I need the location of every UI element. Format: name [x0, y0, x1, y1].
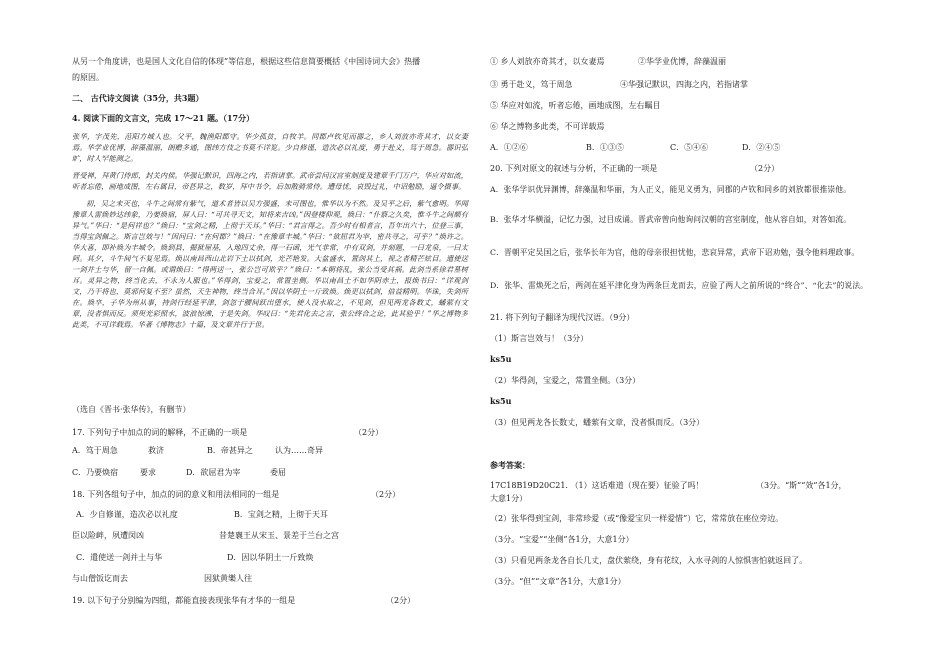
q18-option-d-line-2: 因狱黄樂人往 [204, 574, 252, 583]
q17-option-c-gloss: 要求 [140, 468, 156, 477]
watermark-text-2: ks5u [490, 396, 512, 406]
q17-option-a: A．笃于周急 [72, 446, 118, 455]
question-4-title: 4. 阅读下面的文言文，完成 17～21 题。（17分） [72, 113, 255, 123]
answer-line-1-cont: 大意1分） [490, 494, 528, 503]
question-19: 19. 以下句子分别编为四组，都能直接表现张华有才华的一组是 [72, 596, 296, 605]
q19-option-d: D．②④⑤ [742, 143, 781, 152]
answer-title: 参考答案： [490, 460, 530, 470]
q18-option-a-line-2: 臣以险衅，夙遭闵凶 [72, 531, 144, 540]
q17-option-b-gloss: 认为……奇异 [275, 446, 323, 455]
question-17: 17. 下列句子中加点的词的解释，不正确的一项是 [72, 428, 248, 437]
q19-item-2: ②华学业优博，辞藻温丽 [638, 57, 726, 66]
q20-option-d: D．张华、雷焕死之后，两剑在延平津化身为两条巨龙而去，应验了两人之前所说的“终合”、“化去”的说法。 [490, 281, 869, 290]
answer-line-4: （3）只看见两条龙各自长几丈，盘伏萦绕，身有花纹，入水寻剑的人惊惧害怕就返回了。 [490, 556, 808, 565]
q17-option-d: D．欲屈君为宰 [186, 468, 241, 477]
q17-option-a-gloss: 救济 [148, 446, 164, 455]
answer-line-3: （3分。“宝爱”“坐侧”各1分，大意1分） [490, 535, 634, 544]
q18-option-b-line-1: B．宝剑之精，上彻于天耳 [234, 510, 328, 519]
q21-sentence-3: （3）但见两龙各长数丈，蟠萦有文章，没者惧而反。（3分） [490, 418, 705, 427]
q21-sentence-2: （2）华得剑，宝爱之，常置坐侧。（3分） [490, 376, 641, 385]
q20-option-a: A．张华学识优异渊博，辞藻温和华丽，为人正义，能见义勇为，同郡的卢钦和同乡的刘放都很推崇他。 [490, 185, 852, 194]
q18-option-d-line-1: D．因以华阴土一斤致焕 [227, 553, 314, 562]
question-20: 20. 下列对原文的叙述与分析，不正确的一项是 [490, 164, 658, 173]
q19-item-4: ④华强记默识，四海之内，若指诸掌 [620, 80, 748, 89]
q19-option-b: B．①③⑤ [586, 143, 624, 152]
section-title: 二、 古代诗文阅读（35分，共3题） [72, 93, 204, 103]
q19-item-6: ⑥ 华之博物多此类，不可详载焉 [490, 122, 605, 131]
watermark-text-1: ks5u [490, 354, 512, 364]
passage-source: （选自《晋书·张华传》，有删节） [72, 405, 191, 414]
q19-item-3: ③ 勇于赴义，笃于周急 [490, 80, 573, 89]
answer-line-2: （2）张华得到宝剑，非常珍爱（或“像爱宝贝一样爱惜”）它，常常放在座位旁边。 [490, 514, 784, 523]
q18-option-c-line-2: 与山僧饭讫而去 [72, 574, 128, 583]
question-21: 21. 将下列句子翻译为现代汉语。（9分） [490, 313, 635, 322]
q19-item-5: ⑤ 华应对如流，听者忘倦，画地成图，左右瞩目 [490, 101, 661, 110]
passage-paragraph-3: 初，吴之未灭也，斗牛之间常有紫气，道术者皆以吴方强盛，未可图也，惟华以为不然。及吴平之后，紫气愈明。华闻豫章人雷焕妙达纬象，乃要焕宿，屏人曰：“可共寻天文，知将来吉凶。”因登楼仰观，焕曰：“仆察之久矣，惟斗牛之间颇有异气。”华曰：“是何祥也？”焕曰：“宝剑之精，上彻于天耳。”华曰：“君言得之。吾少时有相者言，吾年出六十，位登三事，当得宝剑佩之。斯言岂效与！”因问曰：“在何郡？”焕曰：“在豫章丰城。”华曰：“欲屈君为宰，密共寻之，可乎？”焕许之。华大喜，即补焕为丰城令。焕到县，掘狱屋基，入地四丈余，得一石函，光气非常，中有双剑，并刻题，一曰龙泉，一曰太阿。其夕，斗牛间气不复见焉。焕以南昌西山北岩下土以拭剑，光芒艳发。大盆盛水，置剑其上，视之者精芒炫目。遣使送一剑并土与华，留一自佩。或谓焕曰：“得两送一，张公岂可欺乎？”焕曰：“本朝将乱，张公当受其祸。此剑当系徐君墓树耳。灵异之物，终当化去，不永为人服也。”华得剑，宝爱之，常置坐侧。华以南昌土不如华阴赤土，报焕书曰：“详观剑文，乃干将也，莫邪何复不至？虽然，天生神物，终当合耳。”因以华阴土一斤致焕。焕更以拭剑，倍益精明。华诛，失剑所在。焕卒，子华为州从事，持剑行经延平津，剑忽于腰间跃出堕水，使人没水取之，不见剑，但见两龙各数丈，蟠萦有文章，没者惧而反。须臾光彩照水，波浪惊沸，于是失剑。华叹曰：“先君化去之言，张公终合之论，此其验乎！”华之博物多此类，不可详载焉。华著《博物志》十篇，及文章并行于世。 [72, 199, 468, 329]
q20-option-b: B．张华才华横溢，记忆力强，过目成诵。晋武帝曾向他询问汉朝的宫室制度，他从容自如，对答如流。 [490, 215, 852, 224]
q19-option-a: A．①②⑥ [490, 143, 528, 152]
intro-line-2: 的原因。 [72, 73, 104, 82]
q18-option-c-line-1: C．遣使送一剑并土与华 [76, 553, 163, 562]
passage-paragraph-2: 晋受禅，拜黄门侍郎，封关内侯。华强记默识，四海之内，若指诸掌。武帝尝问汉宫室制度及建章千门万户，华应对如流，听者忘倦，画地成图，左右属目，帝甚异之，数岁，拜中书令，后加散骑常侍。遭母忧，哀毁过礼，中诏勉励，逼令摄事。 [72, 171, 468, 191]
q21-sentence-1: （1）斯言岂效与！（3分） [490, 334, 589, 343]
answer-line-1: 17C18B19D20C21. （1）这话难道（现在要）征验了吗！ [490, 481, 704, 490]
passage [72, 131, 468, 330]
q17-option-d-gloss: 委屈 [270, 468, 286, 477]
question-17-score: （2分） [354, 428, 384, 437]
question-19-score: （2分） [386, 596, 416, 605]
question-20-score: （2分） [750, 164, 780, 173]
answer-line-5: （3分。“但”“文章”各1分，大意1分） [490, 577, 626, 586]
passage-paragraph-1: 张华，字茂先，范阳方城人也。父平，魏渔阳郡守。华少孤贫，自牧羊。同郡卢钦见而器之，乡人刘放亦奇其才，以女妻焉。华学业优博，辞藻温丽，朗赡多通，图纬方伎之书莫不详览。少自修谨，造次必以礼度，勇于赴义，笃于周急。器识弘旷，时人罕能测之。 [72, 132, 468, 163]
q20-option-c: C．晋朝平定吴国之后，张华长年为官，他的母亲很担忧他，悲哀异常，武帝下诏劝勉，强令他料理政事。 [490, 248, 860, 257]
q17-option-c: C．乃要焕宿 [72, 468, 119, 477]
q17-option-b: B．帝甚异之 [207, 446, 253, 455]
q19-item-1: ① 乡人刘放亦奇其才，以女妻焉 [490, 57, 605, 66]
question-18-score: （2分） [371, 490, 401, 499]
question-18: 18. 下列各组句子中，加点的词的意义和用法相同的一组是 [72, 490, 280, 499]
q18-option-a-line-1: A．少自修谨，造次必以礼度 [76, 510, 178, 519]
answer-line-1-score: （3分。“斯”“效”各1分， [756, 481, 847, 490]
intro-line-1: 从另一个角度讲，也是国人文化自信的体现”等信息，根据这些信息简要概括《中国诗词大会》热播 [72, 57, 421, 66]
q18-option-b-line-2: 昔楚襄王从宋玉、景差于兰台之宫 [219, 531, 339, 540]
q19-option-c: C．⑤④⑥ [670, 143, 709, 152]
